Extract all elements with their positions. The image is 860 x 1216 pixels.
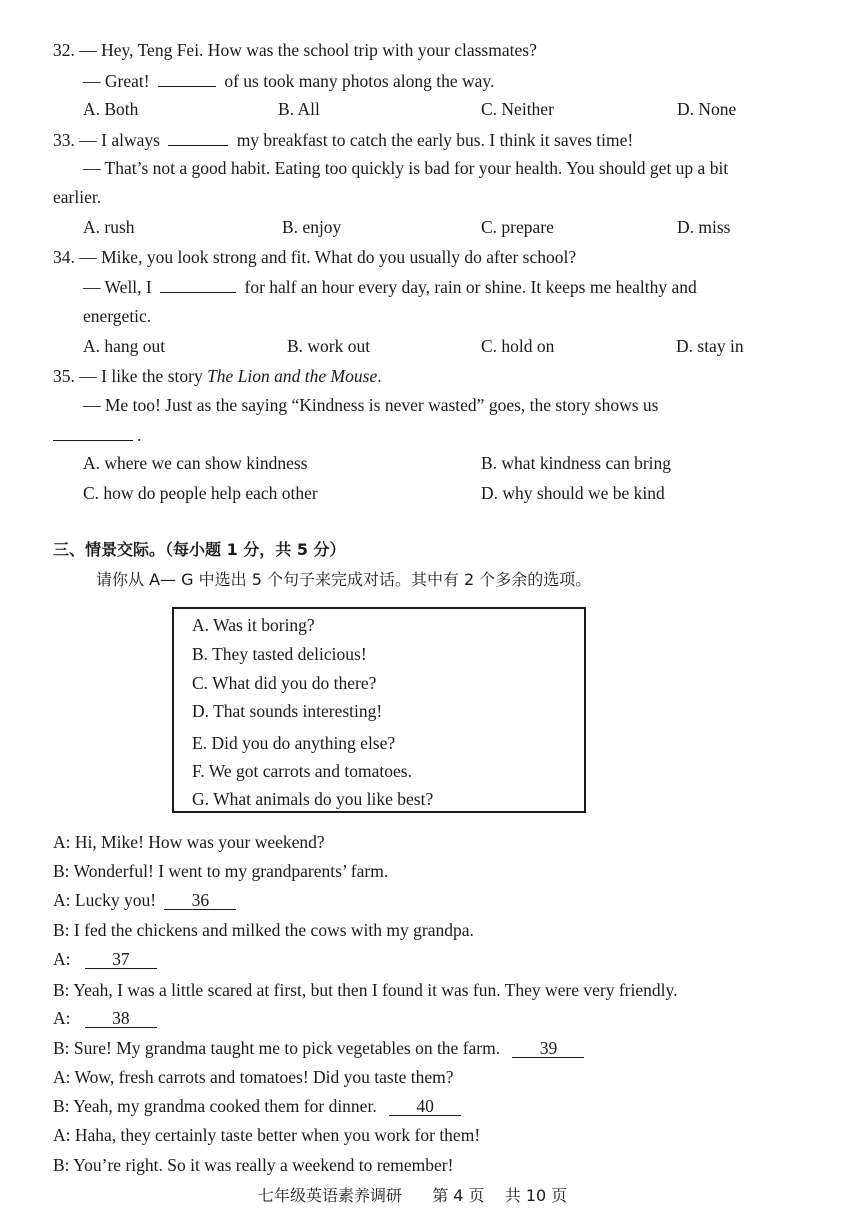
q32-option-c: C. Neither: [481, 99, 554, 119]
q33-number: 33.: [53, 130, 75, 150]
blank-37[interactable]: 37: [85, 950, 157, 969]
blank-36[interactable]: 36: [164, 891, 236, 910]
q34-line1: [53, 247, 576, 267]
q35-option-b: B. what kindness can bring: [481, 453, 672, 473]
dialogue-line-8: [53, 1038, 588, 1058]
q32-question: — Hey, Teng Fei. How was the school trip with your classmates?: [79, 40, 537, 60]
box-option-a: A. Was it boring?: [192, 615, 315, 635]
dialogue-line-4: B: I fed the chickens and milked the cows with my grandpa.: [53, 920, 474, 940]
q35-option-a: A. where we can show kindness: [83, 453, 308, 473]
section3-instruction: 请你从 A— G 中选出 5 个句子来完成对话。其中有 2 个多余的选项。: [96, 570, 592, 589]
dialogue-line-3: [53, 890, 240, 910]
q33-blank[interactable]: [168, 129, 228, 146]
q34-option-c: C. hold on: [481, 336, 555, 356]
q34-question: — Mike, you look strong and fit. What do you usually do after school?: [79, 247, 577, 267]
q32-option-d: D. None: [677, 99, 737, 119]
box-option-g: G. What animals do you like best?: [192, 789, 434, 809]
dialogue-line-7-text: A:: [53, 1008, 71, 1028]
dialogue-line-10: [53, 1096, 465, 1116]
dialogue-line-2: B: Wonderful! I went to my grandparents’ farm.: [53, 861, 389, 881]
dialogue-line-9: A: Wow, fresh carrots and tomatoes! Did you taste them?: [53, 1067, 454, 1087]
dialogue-line-5-text: A:: [53, 949, 71, 969]
q35-period: .: [137, 425, 142, 445]
q34-option-d: D. stay in: [676, 336, 744, 356]
options-box: [172, 607, 586, 813]
box-option-b: B. They tasted delicious!: [192, 644, 367, 664]
q34-reply-cont: energetic.: [83, 306, 152, 326]
q35-option-d: D. why should we be kind: [481, 483, 665, 503]
q35-question-end: .: [377, 366, 382, 386]
box-option-f: F. We got carrots and tomatoes.: [192, 761, 412, 781]
dialogue-line-11: A: Haha, they certainly taste better when you work for them!: [53, 1125, 481, 1145]
dialogue-line-6: B: Yeah, I was a little scared at first, but then I found it was fun. They were very friendly.: [53, 980, 678, 1000]
q33-reply-cont: earlier.: [53, 187, 102, 207]
dialogue-line-10-text: B: Yeah, my grandma cooked them for dinner.: [53, 1096, 377, 1116]
q32-number: 32.: [53, 40, 75, 60]
q34-line2: [83, 276, 697, 297]
q33-line1: [53, 129, 633, 150]
q35-question-start: — I like the story: [79, 366, 203, 386]
dialogue-line-7: [53, 1008, 161, 1028]
q35-option-c: C. how do people help each other: [83, 483, 318, 503]
q33-option-a: A. rush: [83, 217, 135, 237]
q35-reply: — Me too! Just as the saying “Kindness is never wasted” goes, the story shows us: [83, 395, 659, 415]
q34-reply-start: — Well, I: [83, 277, 152, 297]
section3-title: 三、情景交际。（每小题 1 分，共 5 分）: [53, 540, 346, 559]
footer-exam-title: 七年级英语素养调研: [258, 1186, 403, 1205]
q32-reply-end: of us took many photos along the way.: [224, 71, 495, 91]
q33-question-end: my breakfast to catch the early bus. I think it saves time!: [236, 130, 634, 150]
q32-line1: [53, 40, 537, 60]
blank-38[interactable]: 38: [85, 1009, 157, 1028]
q32-option-a: A. Both: [83, 99, 139, 119]
q32-option-b: B. All: [278, 99, 320, 119]
dialogue-line-1: A: Hi, Mike! How was your weekend?: [53, 832, 325, 852]
q33-option-b: B. enjoy: [282, 217, 342, 237]
q32-line2: [83, 70, 494, 91]
box-option-d: D. That sounds interesting!: [192, 701, 383, 721]
footer-page-number: 第 4 页: [432, 1186, 485, 1205]
page-footer: [258, 1186, 567, 1206]
q35-story-title: The Lion and the Mouse: [207, 366, 378, 386]
dialogue-line-5: [53, 949, 161, 969]
box-option-c: C. What did you do there?: [192, 673, 377, 693]
q33-option-c: C. prepare: [481, 217, 554, 237]
q34-reply-end: for half an hour every day, rain or shine. It keeps me healthy and: [244, 277, 697, 297]
q34-option-b: B. work out: [287, 336, 371, 356]
dialogue-line-12: B: You’re right. So it was really a weekend to remember!: [53, 1155, 454, 1175]
q33-question-start: — I always: [79, 130, 160, 150]
q32-blank[interactable]: [158, 70, 216, 87]
box-option-e: E. Did you do anything else?: [192, 733, 396, 753]
q34-number: 34.: [53, 247, 75, 267]
blank-39[interactable]: 39: [512, 1039, 584, 1058]
q33-option-d: D. miss: [677, 217, 731, 237]
footer-total-pages: 共 10 页: [504, 1186, 568, 1205]
blank-40[interactable]: 40: [389, 1097, 461, 1116]
q35-blank[interactable]: [53, 424, 133, 441]
q34-option-a: A. hang out: [83, 336, 166, 356]
q35-reply-cont: [53, 424, 141, 445]
q32-reply-start: — Great!: [83, 71, 150, 91]
dialogue-line-3-text: A: Lucky you!: [53, 890, 157, 910]
q33-reply: — That’s not a good habit. Eating too quickly is bad for your health. You should get up a bit: [83, 158, 729, 178]
q35-line1: [53, 366, 382, 386]
q35-number: 35.: [53, 366, 75, 386]
dialogue-line-8-text: B: Sure! My grandma taught me to pick vegetables on the farm.: [53, 1038, 501, 1058]
q34-blank[interactable]: [160, 276, 236, 293]
